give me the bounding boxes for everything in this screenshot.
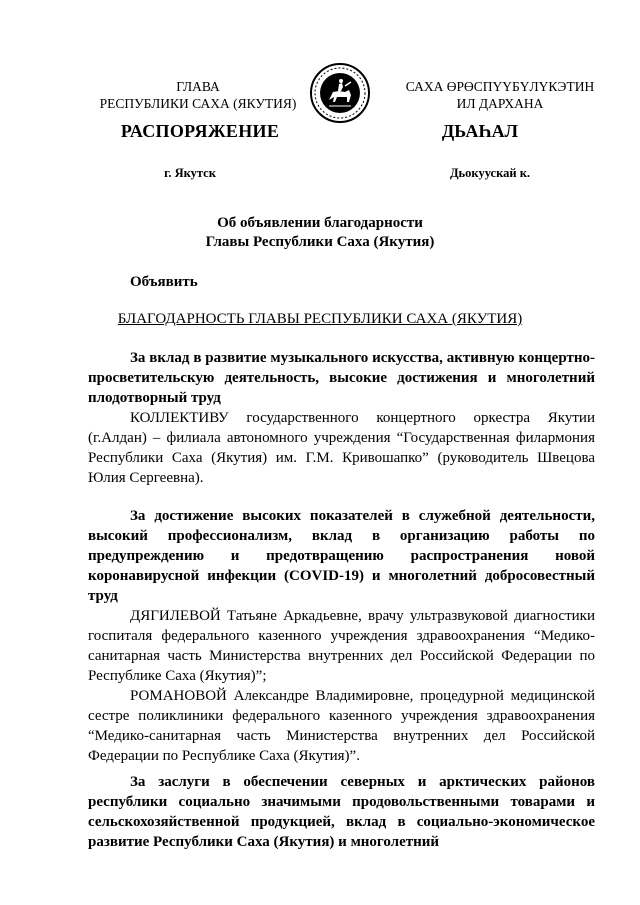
section-2-reason: За достижение высоких показателей в служебной деятельности, высокий профессионализм, вклад в организацию работы по предупреждению и предотвращению распространения новой коронавирусной инфекции (COVID-19) и многолетний добросовестный труд [88,508,595,604]
section-1-text: КОЛЛЕКТИВУ государственного концертного оркестра Якутии (г.Алдан) – филиала автономного учреждения “Государственная филармония Республики Саха (Якутия) им. Г.М. Кривошапко” (руководитель Швецова Юлия Сергеевна). [88,410,595,486]
document-subject [0,214,640,252]
award-title: БЛАГОДАРНОСТЬ ГЛАВЫ РЕСПУБЛИКИ САХА (ЯКУТИЯ) [117,311,523,327]
subject-line2: Главы Республики Саха (Якутия) [205,234,435,250]
section-2-text-2: РОМАНОВОЙ Александре Владимировне, процедурной медицинской сестре поликлиники федерального казенного учреждения здравоохранения “Медико-санитарная часть Министерства внутренних дел Российской Федерации по Республике Саха (Якутия)”. [88,688,595,764]
city-left: г. Якутск [164,166,216,180]
header-right-line2: ИЛ ДАРХАНА [456,96,544,111]
section-3 [88,772,595,852]
subject-line1: Об объявлении благодарности [217,215,423,231]
announce-label: Объявить [130,274,198,290]
section-1 [88,348,595,488]
header-left-line1: ГЛАВА [176,79,220,94]
section-1-reason: За вклад в развитие музыкального искусства, активную концертно-просветительскую деятельность, высокие достижения и многолетний плодотворный труд [88,350,595,406]
header-right [385,78,615,112]
section-3-reason: За заслуги в обеспечении северных и арктических районов республики социально значимыми продовольственными товарами и сельскохозяйственной продукцией, вклад в социально-экономическое развитие Республики Саха (Якутия) и многолетний [88,774,595,850]
city-right: Дьокуускай к. [449,166,531,180]
emblem-icon [309,62,371,124]
title-right: ДЬАҺАЛ [441,121,519,141]
header-right-line1: САХА ӨРӨСПҮҮБҮЛҮКЭТИН [405,79,595,94]
award-title-wrap [0,311,640,328]
header-left-line2: РЕСПУБЛИКИ САХА (ЯКУТИЯ) [99,96,297,111]
title-left: РАСПОРЯЖЕНИЕ [120,121,280,141]
header-left [88,78,308,112]
section-2 [88,506,595,766]
section-2-text-1: ДЯГИЛЕВОЙ Татьяне Аркадьевне, врачу ультразвуковой диагностики госпиталя федерального казенного учреждения здравоохранения “Медико-санитарная часть Министерства внутренних дел Российской Федерации по Республике Саха (Якутия)”; [88,608,595,684]
